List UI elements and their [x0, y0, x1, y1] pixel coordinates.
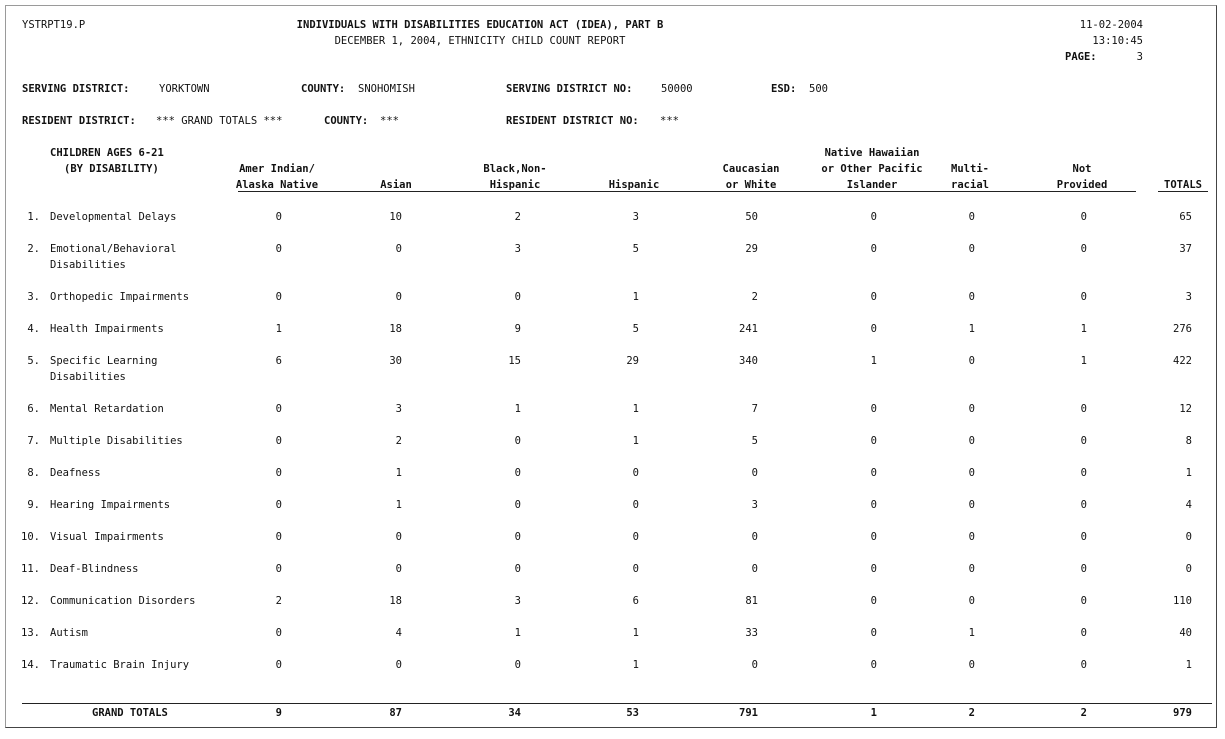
column-header-line-3: Hispanic — [608, 179, 660, 191]
row-value: 1 — [632, 403, 639, 415]
row-value: 0 — [1080, 627, 1087, 639]
row-value: 3 — [751, 499, 758, 511]
row-value: 0 — [968, 435, 975, 447]
row-value: 1 — [632, 291, 639, 303]
row-number: 9. — [27, 499, 40, 511]
grand-total-value: 87 — [389, 707, 402, 719]
grand-total-value: 2 — [968, 707, 975, 719]
row-value: 0 — [632, 531, 639, 543]
row-value: 0 — [968, 467, 975, 479]
report-title: INDIVIDUALS WITH DISABILITIES EDUCATION ACT (IDEA), PART B — [296, 19, 664, 31]
row-value: 0 — [514, 499, 521, 511]
row-value: 0 — [968, 659, 975, 671]
row-number: 12. — [21, 595, 40, 607]
column-header-line-3: Provided — [1056, 179, 1108, 191]
row-total: 0 — [1185, 563, 1192, 575]
row-total: 1 — [1185, 659, 1192, 671]
row-value: 0 — [870, 467, 877, 479]
row-total: 65 — [1179, 211, 1192, 223]
row-value: 0 — [275, 499, 282, 511]
grand-total-value: 9 — [275, 707, 282, 719]
row-value: 0 — [514, 291, 521, 303]
row-value: 0 — [870, 435, 877, 447]
row-value: 0 — [870, 499, 877, 511]
row-value: 0 — [275, 659, 282, 671]
row-value: 5 — [632, 243, 639, 255]
row-total: 276 — [1173, 323, 1192, 335]
page-label: PAGE: — [1065, 51, 1097, 63]
resident-county-label: COUNTY: — [324, 115, 369, 127]
grand-totals-label: GRAND TOTALS — [92, 707, 168, 719]
row-total: 3 — [1185, 291, 1192, 303]
row-value: 0 — [1080, 531, 1087, 543]
row-label: Autism — [50, 627, 88, 639]
row-label: Traumatic Brain Injury — [50, 659, 190, 671]
row-value: 0 — [395, 291, 402, 303]
row-value: 1 — [514, 403, 521, 415]
report-subtitle: DECEMBER 1, 2004, ETHNICITY CHILD COUNT REPORT — [334, 35, 626, 47]
row-value: 10 — [389, 211, 402, 223]
row-total: 37 — [1179, 243, 1192, 255]
row-total: 8 — [1185, 435, 1192, 447]
row-value: 7 — [751, 403, 758, 415]
resident-county-value: *** — [380, 115, 399, 127]
row-value: 0 — [275, 243, 282, 255]
row-value: 0 — [275, 531, 282, 543]
row-value: 1 — [1080, 323, 1087, 335]
column-header-line-2: Black,Non- — [483, 163, 547, 175]
column-header-line-3: or White — [725, 179, 777, 191]
row-total: 1 — [1185, 467, 1192, 479]
row-value: 0 — [870, 211, 877, 223]
grand-total-value: 2 — [1080, 707, 1087, 719]
row-value: 0 — [395, 563, 402, 575]
row-value: 50 — [745, 211, 758, 223]
row-number: 6. — [27, 403, 40, 415]
row-value: 0 — [870, 403, 877, 415]
row-value: 0 — [275, 211, 282, 223]
row-value: 29 — [745, 243, 758, 255]
row-value: 5 — [751, 435, 758, 447]
grand-total-value: 791 — [739, 707, 758, 719]
row-value: 0 — [870, 627, 877, 639]
row-total: 12 — [1179, 403, 1192, 415]
row-value: 2 — [275, 595, 282, 607]
column-header-line-2: Caucasian — [722, 163, 780, 175]
row-value: 0 — [632, 563, 639, 575]
row-value: 0 — [968, 211, 975, 223]
row-value: 30 — [389, 355, 402, 367]
row-value: 1 — [632, 435, 639, 447]
row-value: 4 — [395, 627, 402, 639]
grand-total-value: 53 — [626, 707, 639, 719]
row-value: 0 — [751, 659, 758, 671]
row-label: Deaf-Blindness — [50, 563, 139, 575]
row-value: 0 — [1080, 243, 1087, 255]
row-header-line-1: CHILDREN AGES 6-21 — [50, 147, 164, 159]
row-value: 29 — [626, 355, 639, 367]
row-total: 110 — [1173, 595, 1192, 607]
row-number: 4. — [27, 323, 40, 335]
esd-value: 500 — [809, 83, 828, 95]
row-value: 0 — [870, 291, 877, 303]
row-value: 0 — [1080, 467, 1087, 479]
row-value: 0 — [632, 499, 639, 511]
column-header-line-2: Not — [1072, 163, 1092, 175]
grand-total-value: 1 — [870, 707, 877, 719]
row-value: 0 — [1080, 563, 1087, 575]
county-value: SNOHOMISH — [358, 83, 415, 95]
esd-label: ESD: — [771, 83, 797, 95]
row-value: 1 — [275, 323, 282, 335]
row-value: 0 — [632, 467, 639, 479]
row-value: 0 — [275, 563, 282, 575]
row-value: 0 — [751, 531, 758, 543]
row-label: Emotional/Behavioral — [50, 243, 177, 255]
row-header-line-2: (BY DISABILITY) — [64, 163, 159, 175]
county-label: COUNTY: — [301, 83, 346, 95]
report-time: 13:10:45 — [1092, 35, 1143, 47]
row-value: 1 — [395, 467, 402, 479]
row-value: 0 — [395, 531, 402, 543]
row-value: 15 — [508, 355, 521, 367]
column-header-line-2: Multi- — [951, 163, 989, 175]
resident-district-no-value: *** — [660, 115, 679, 127]
row-number: 13. — [21, 627, 40, 639]
row-value: 340 — [739, 355, 758, 367]
report-date: 11-02-2004 — [1079, 19, 1143, 31]
grand-total-value: 34 — [508, 707, 521, 719]
row-value: 0 — [275, 291, 282, 303]
row-label-continued: Disabilities — [50, 259, 126, 271]
row-number: 7. — [27, 435, 40, 447]
row-label: Mental Retardation — [50, 403, 164, 415]
row-label: Visual Impairments — [50, 531, 164, 543]
row-value: 0 — [1080, 211, 1087, 223]
row-value: 0 — [968, 243, 975, 255]
row-value: 0 — [968, 291, 975, 303]
row-value: 0 — [514, 467, 521, 479]
program-id: YSTRPT19.P — [22, 19, 86, 31]
row-value: 1 — [870, 355, 877, 367]
row-value: 0 — [1080, 291, 1087, 303]
grand-totals-divider — [22, 703, 1212, 704]
row-label: Communication Disorders — [50, 595, 196, 607]
row-value: 0 — [275, 467, 282, 479]
row-value: 0 — [514, 563, 521, 575]
row-label: Deafness — [50, 467, 101, 479]
row-value: 0 — [514, 531, 521, 543]
totals-header: TOTALS — [1158, 179, 1208, 192]
row-value: 1 — [632, 659, 639, 671]
row-value: 1 — [968, 323, 975, 335]
row-label: Orthopedic Impairments — [50, 291, 190, 303]
serving-district-label: SERVING DISTRICT: — [22, 83, 130, 95]
row-number: 1. — [27, 211, 40, 223]
row-value: 6 — [275, 355, 282, 367]
row-value: 33 — [745, 627, 758, 639]
serving-district-no-label: SERVING DISTRICT NO: — [506, 83, 633, 95]
row-value: 0 — [751, 467, 758, 479]
row-total: 4 — [1185, 499, 1192, 511]
row-value: 3 — [395, 403, 402, 415]
row-value: 0 — [1080, 659, 1087, 671]
row-label: Developmental Delays — [50, 211, 177, 223]
row-value: 1 — [968, 627, 975, 639]
row-value: 0 — [514, 435, 521, 447]
row-value: 81 — [745, 595, 758, 607]
row-number: 8. — [27, 467, 40, 479]
row-value: 0 — [968, 595, 975, 607]
row-value: 3 — [514, 243, 521, 255]
row-value: 0 — [275, 403, 282, 415]
resident-district-label: RESIDENT DISTRICT: — [22, 115, 136, 127]
row-value: 9 — [514, 323, 521, 335]
header-underline — [238, 191, 1136, 192]
row-label: Specific Learning — [50, 355, 158, 367]
row-value: 0 — [968, 563, 975, 575]
row-number: 14. — [21, 659, 40, 671]
resident-district-value: *** GRAND TOTALS *** — [156, 115, 283, 127]
row-label: Multiple Disabilities — [50, 435, 183, 447]
row-value: 0 — [870, 243, 877, 255]
resident-district-no-label: RESIDENT DISTRICT NO: — [506, 115, 639, 127]
row-total: 0 — [1185, 531, 1192, 543]
column-header-line-3: Alaska Native — [235, 179, 319, 191]
column-header-line-2: or Other Pacific — [821, 163, 923, 175]
report-page — [5, 5, 1217, 728]
row-value: 1 — [514, 627, 521, 639]
row-total: 422 — [1173, 355, 1192, 367]
serving-district-no-value: 50000 — [661, 83, 693, 95]
column-header-line-1: Native Hawaiian — [824, 147, 920, 159]
row-value: 0 — [1080, 435, 1087, 447]
column-header-line-3: Hispanic — [489, 179, 541, 191]
row-number: 2. — [27, 243, 40, 255]
row-value: 0 — [751, 563, 758, 575]
row-value: 1 — [395, 499, 402, 511]
row-number: 10. — [21, 531, 40, 543]
row-value: 3 — [632, 211, 639, 223]
row-value: 0 — [514, 659, 521, 671]
row-value: 5 — [632, 323, 639, 335]
row-label: Hearing Impairments — [50, 499, 171, 511]
row-label: Health Impairments — [50, 323, 164, 335]
serving-district-value: YORKTOWN — [159, 83, 210, 95]
grand-total-overall: 979 — [1173, 707, 1192, 719]
row-value: 0 — [968, 403, 975, 415]
row-value: 1 — [632, 627, 639, 639]
row-value: 0 — [275, 435, 282, 447]
row-value: 0 — [275, 627, 282, 639]
column-header-line-3: racial — [951, 179, 989, 191]
row-value: 0 — [870, 563, 877, 575]
row-value: 1 — [1080, 355, 1087, 367]
row-value: 0 — [968, 531, 975, 543]
row-value: 0 — [1080, 595, 1087, 607]
row-number: 5. — [27, 355, 40, 367]
row-value: 0 — [870, 323, 877, 335]
row-value: 18 — [389, 595, 402, 607]
row-value: 6 — [632, 595, 639, 607]
column-header-line-2: Amer Indian/ — [239, 163, 315, 175]
row-value: 2 — [395, 435, 402, 447]
row-value: 0 — [968, 355, 975, 367]
row-value: 0 — [870, 531, 877, 543]
row-value: 0 — [968, 499, 975, 511]
row-value: 0 — [1080, 499, 1087, 511]
column-header-line-3: Asian — [380, 179, 412, 191]
row-value: 0 — [870, 659, 877, 671]
row-value: 3 — [514, 595, 521, 607]
row-value: 0 — [1080, 403, 1087, 415]
row-value: 2 — [514, 211, 521, 223]
row-number: 3. — [27, 291, 40, 303]
column-header-line-3: Islander — [846, 179, 898, 191]
row-total: 40 — [1179, 627, 1192, 639]
page-number: 3 — [1136, 51, 1143, 63]
row-value: 0 — [870, 595, 877, 607]
row-number: 11. — [21, 563, 40, 575]
row-value: 241 — [739, 323, 758, 335]
row-value: 2 — [751, 291, 758, 303]
row-label-continued: Disabilities — [50, 371, 126, 383]
row-value: 0 — [395, 659, 402, 671]
row-value: 18 — [389, 323, 402, 335]
row-value: 0 — [395, 243, 402, 255]
